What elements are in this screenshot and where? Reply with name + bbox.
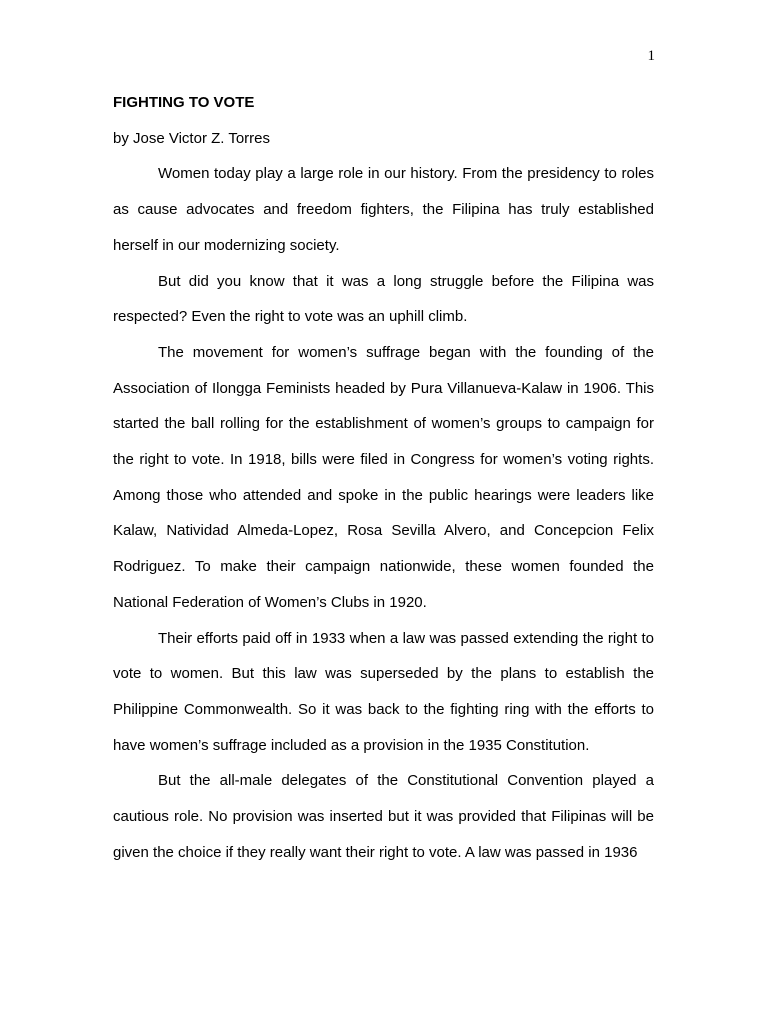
paragraph: Their efforts paid off in 1933 when a law was passed extending the right to vote to women. But this law was superseded by the plans to establish the Philippine Commonwealth. So it was back to the fighting ring with the efforts to have women’s suffrage included as a provision in the 1935 Constitution. bbox=[113, 629, 654, 754]
byline: by Jose Victor Z. Torres bbox=[113, 129, 271, 147]
document-body bbox=[113, 85, 654, 870]
document-title: FIGHTING TO VOTE bbox=[113, 94, 255, 111]
paragraph: The movement for women’s suffrage began with the founding of the Association of Ilongga Feminists headed by Pura Villanueva-Kalaw in 1906. This started the ball rolling for the establishment of women’s groups to campaign for the right to vote. In 1918, bills were filed in Congress for women’s voting rights. Among those who attended and spoke in the public hearings were leaders like Kalaw, Natividad Almeda-Lopez, Rosa Sevilla Alvero, and Concepcion Felix Rodriguez. To make their campaign nationwide, these women founded the National Federation of Women’s Clubs in 1920. bbox=[113, 343, 654, 611]
paragraph: Women today play a large role in our history. From the presidency to roles as cause advocates and freedom fighters, the Filipina has truly established herself in our modernizing society. bbox=[113, 165, 654, 254]
paragraph: But the all-male delegates of the Constitutional Convention played a cautious role. No provision was inserted but it was provided that Filipinas will be given the choice if they really want their right to vote. A law was passed in 1936 bbox=[113, 772, 654, 861]
page-number: 1 bbox=[647, 48, 655, 64]
paragraph: But did you know that it was a long struggle before the Filipina was respected? Even the right to vote was an uphill climb. bbox=[113, 272, 654, 326]
